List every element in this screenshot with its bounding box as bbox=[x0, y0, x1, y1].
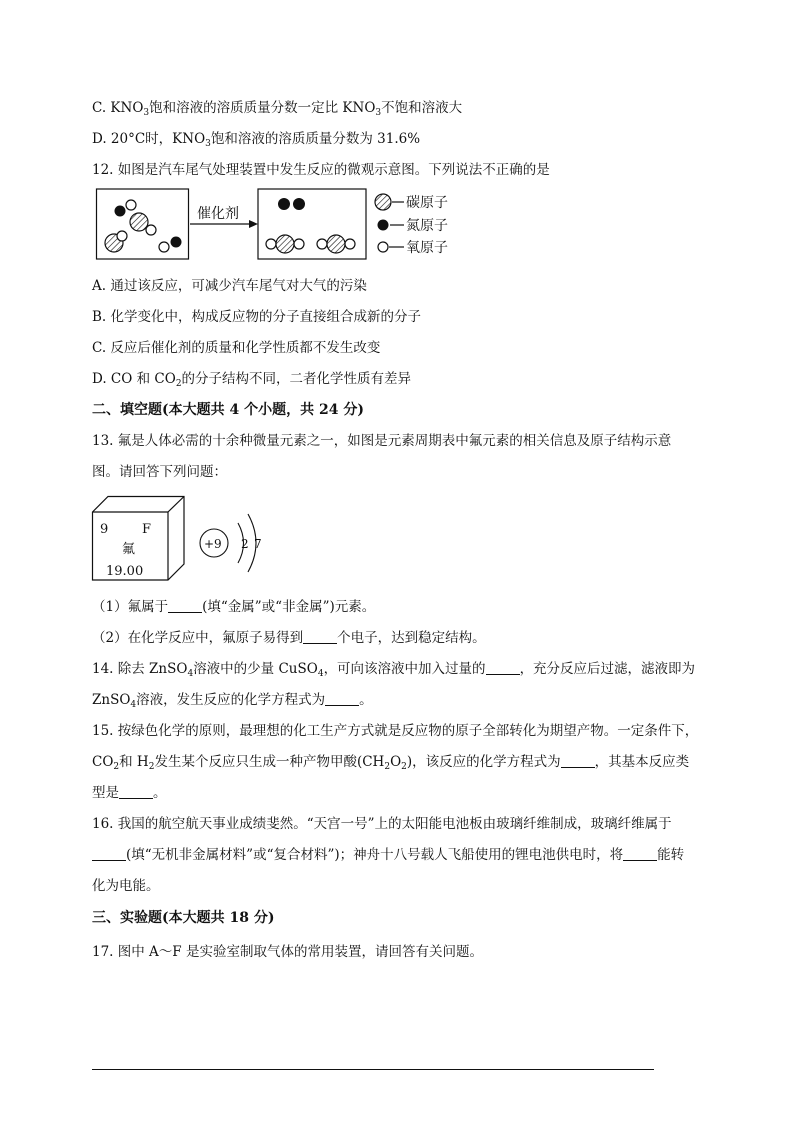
answer-blank[interactable] bbox=[561, 754, 595, 768]
q12-option-c: C. 反应后催化剂的质量和化学性质都不发生改变 bbox=[92, 340, 381, 356]
answer-blank[interactable] bbox=[325, 692, 359, 706]
oxygen-atom bbox=[159, 242, 169, 252]
q15-line2: $CO_2$和 $H_2$发生某个反应只生成一种产物甲酸$(CH_2O_2)$，该反应的化学方程式为 ，其基本反应类 bbox=[92, 754, 690, 772]
legend-nitrogen-label: 氮原子 bbox=[406, 218, 448, 234]
legend-nitrogen-icon bbox=[378, 220, 389, 231]
answer-blank[interactable] bbox=[119, 785, 153, 799]
legend-oxygen-icon bbox=[378, 242, 388, 252]
legend-oxygen-label: 氧原子 bbox=[406, 240, 448, 256]
element-symbol: F bbox=[142, 522, 152, 537]
q12-option-b: B. 化学变化中，构成反应物的分子直接组合成新的分子 bbox=[92, 309, 422, 325]
q12-option-d: D. CO 和 $CO_2$的分子结构不同，二者化学性质有差异 bbox=[92, 371, 412, 389]
nitrogen-atom bbox=[278, 198, 290, 210]
fluorine-element-card bbox=[92, 496, 192, 586]
q13-stem-line1: 13. 氟是人体必需的十余种微量元素之一，如图是元素周期表中氟元素的相关信息及原子结构示意 bbox=[92, 433, 672, 449]
oxygen-atom bbox=[117, 231, 127, 241]
nitrogen-atom bbox=[171, 237, 182, 248]
element-number: 9 bbox=[100, 522, 109, 537]
q11-option-c: C. $KNO_3$饱和溶液的溶质质量分数一定比 $KNO_3$不饱和溶液大 bbox=[92, 100, 463, 118]
oxygen-atom bbox=[146, 225, 156, 235]
carbon-atom bbox=[327, 235, 345, 253]
q15-line3: 型是 。 bbox=[92, 785, 167, 801]
section-3-title: 三、实验题(本大题共 18 分) bbox=[92, 910, 275, 926]
section-2-title: 二、填空题(本大题共 4 个小题，共 24 分) bbox=[92, 402, 364, 418]
q12-stem: 12. 如图是汽车尾气处理装置中发生反应的微观示意图。下列说法不正确的是 bbox=[92, 162, 550, 178]
shell-2-electrons: 7 bbox=[254, 537, 262, 551]
carbon-atom bbox=[276, 235, 294, 253]
oxygen-atom bbox=[317, 239, 327, 249]
answer-blank[interactable] bbox=[486, 661, 520, 675]
oxygen-atom bbox=[266, 239, 276, 249]
q13-part-2: （2）在化学反应中，氟原子易得到 个电子，达到稳定结构。 bbox=[92, 630, 486, 646]
q14-line1: 14. 除去 ZnSO$_4$溶液中的少量 CuSO$_4$，可向该溶液中加入过量的 ，充分反应后过滤，滤液即为 bbox=[92, 661, 696, 679]
element-name: 氟 bbox=[122, 542, 136, 557]
shell-1-electrons: 2 bbox=[241, 537, 249, 551]
answer-blank[interactable] bbox=[623, 847, 657, 861]
catalyst-label: 催化剂 bbox=[197, 206, 239, 222]
q17-stem: 17. 图中 A～F 是实验室制取气体的常用装置，请回答有关问题。 bbox=[92, 944, 483, 960]
q13-stem-line2: 图。请回答下列问题： bbox=[92, 464, 227, 480]
reaction-micro-diagram bbox=[96, 186, 476, 264]
legend-carbon-icon bbox=[375, 194, 391, 210]
oxygen-atom bbox=[294, 239, 304, 249]
answer-blank[interactable] bbox=[303, 630, 337, 644]
q15-line1: 15. 按绿色化学的原则，最理想的化工生产方式就是反应物的原子全部转化为期望产物。一定条件下， bbox=[92, 723, 699, 739]
q16-line3: 化为电能。 bbox=[92, 878, 160, 894]
q14-line2: ZnSO$_4$溶液，发生反应的化学方程式为 。 bbox=[92, 692, 373, 710]
oxygen-atom bbox=[126, 200, 136, 210]
q11-option-d: D. 20°C时，$KNO_3$饱和溶液的溶质质量分数为 31.6% bbox=[92, 131, 421, 149]
answer-blank[interactable] bbox=[92, 847, 126, 861]
nucleus-charge: +9 bbox=[204, 537, 222, 551]
carbon-atom bbox=[130, 213, 148, 231]
q13-part-1: （1）氟属于 (填“金属”或“非金属”)元素。 bbox=[92, 599, 376, 615]
answer-blank[interactable] bbox=[168, 599, 202, 613]
q16-line1: 16. 我国的航空航天事业成绩斐然。“天宫一号”上的太阳能电池板由玻璃纤维制成，玻璃纤维属于 bbox=[92, 816, 672, 832]
nitrogen-atom bbox=[115, 206, 126, 217]
footer-rule bbox=[92, 1069, 654, 1070]
q12-option-a: A. 通过该反应，可减少汽车尾气对大气的污染 bbox=[92, 278, 367, 294]
legend-carbon-label: 碳原子 bbox=[406, 195, 448, 211]
fluorine-atom-structure bbox=[198, 508, 268, 576]
q16-line2: (填“无机非金属材料”或“复合材料”)；神舟十八号载人飞船使用的锂电池供电时，将 能转 bbox=[92, 846, 684, 864]
nitrogen-atom bbox=[293, 198, 305, 210]
oxygen-atom bbox=[345, 239, 355, 249]
element-mass: 19.00 bbox=[106, 564, 144, 579]
